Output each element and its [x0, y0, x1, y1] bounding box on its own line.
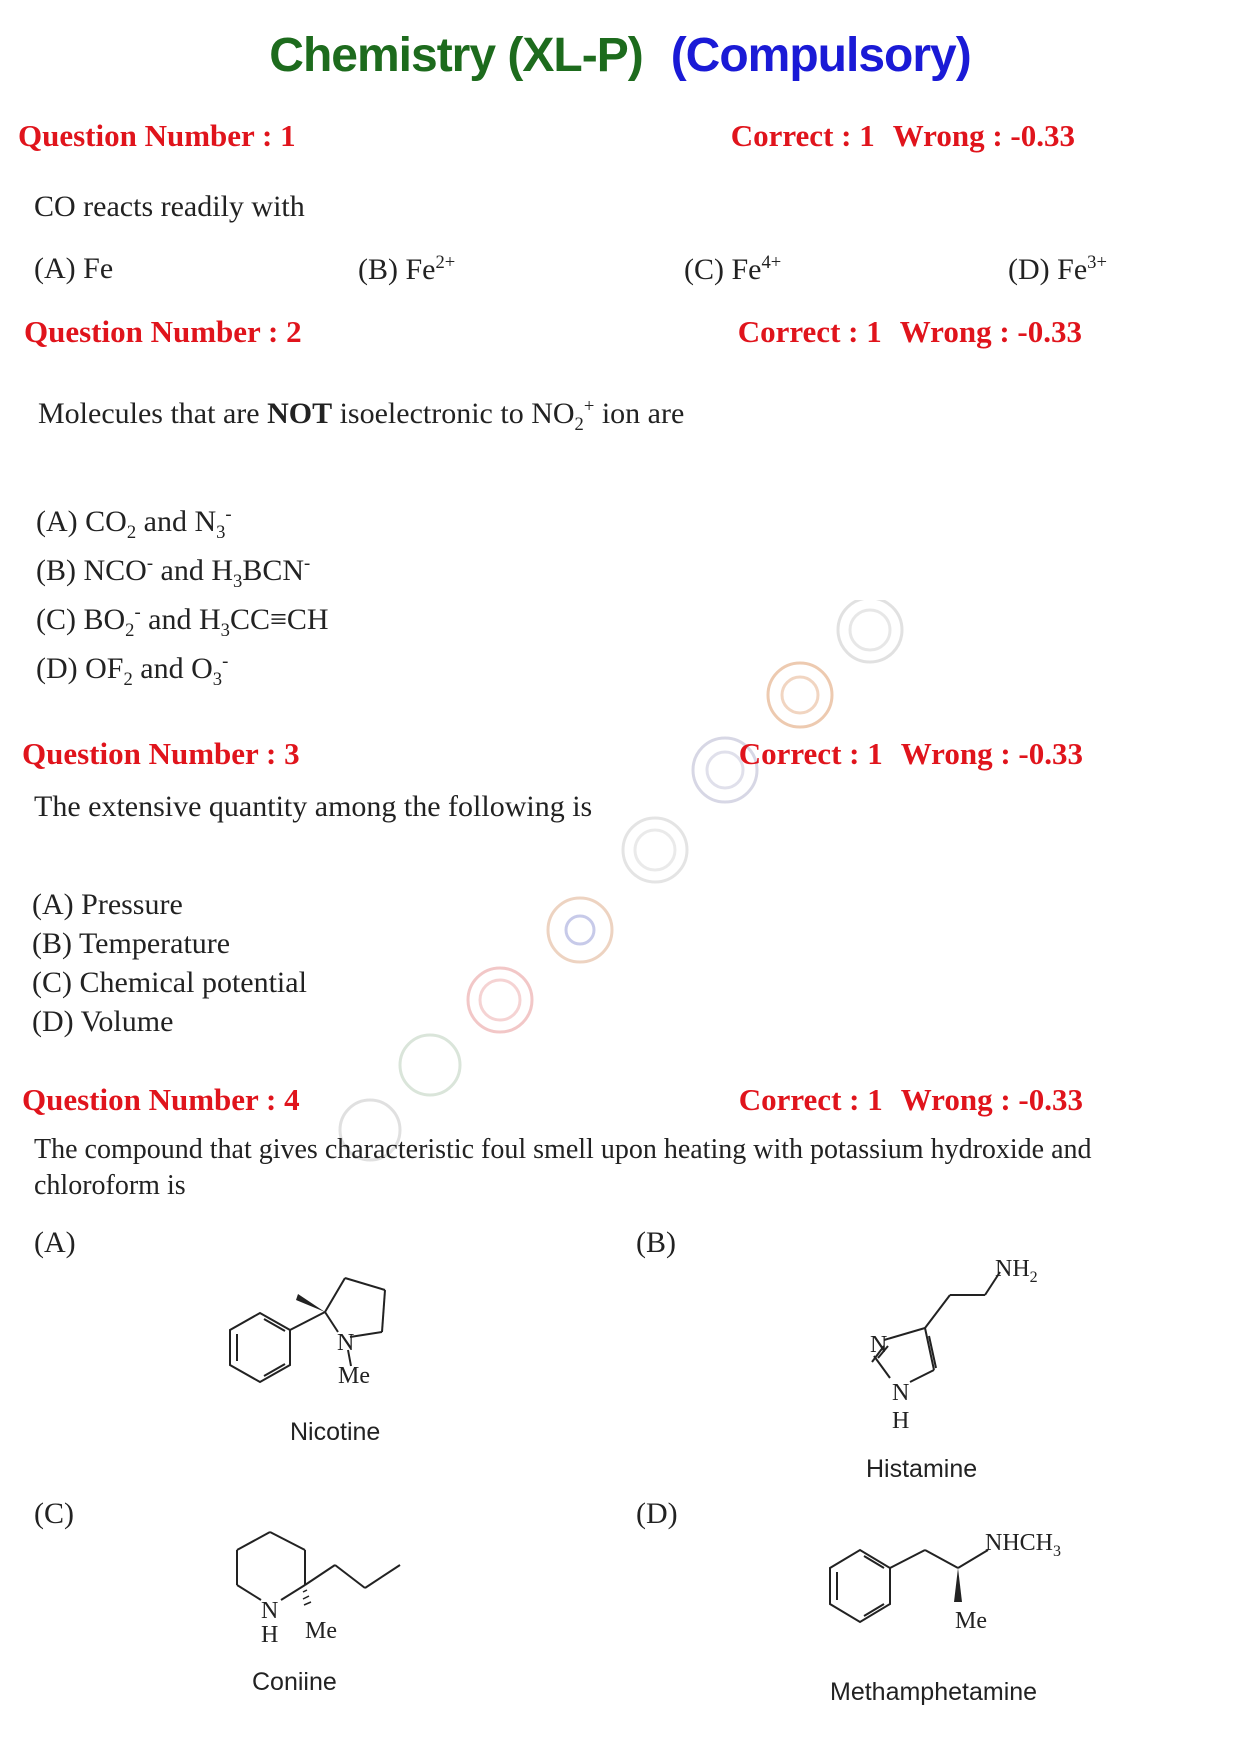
svg-text:H: H [261, 1622, 279, 1648]
svg-text:Me: Me [955, 1608, 987, 1634]
question-4-label: Question Number : 4 [22, 1082, 300, 1117]
svg-text:Me: Me [338, 1363, 370, 1389]
svg-text:N: N [870, 1332, 888, 1358]
correct-marks: Correct : 1 [737, 314, 882, 349]
q3-option-d: (D) Volume [32, 1005, 174, 1038]
svg-text:NHCH3: $NHCH_3$ [985, 1530, 1062, 1560]
q2-option-b: (B) NCO- and $H_3BCN^-$ [36, 553, 311, 592]
wrong-marks: Wrong : -0.33 [900, 1082, 1083, 1117]
coniine-label: Coniine [252, 1668, 337, 1696]
svg-text:N: N [892, 1380, 910, 1406]
q3-option-c: (C) Chemical potential [32, 966, 307, 999]
title-subject: Chemistry (XL-P) [269, 29, 643, 82]
q1-option-b: (B) $Fe^{2+}$ [358, 252, 456, 286]
svg-text:N: N [261, 1598, 279, 1624]
q1-option-c: (C) $Fe^{4+}$ [684, 252, 782, 286]
q1-option-a: (A) Fe [34, 252, 114, 285]
correct-marks: Correct : 1 [738, 736, 883, 771]
question-4-marks [739, 1082, 1083, 1118]
q4-option-b-letter: (B) [636, 1226, 676, 1259]
correct-marks: Correct : 1 [738, 1082, 883, 1117]
svg-text:NH2: $NH_2$ [995, 1256, 1038, 1286]
question-1-text: CO reacts readily with [34, 190, 305, 223]
wrong-marks: Wrong : -0.33 [900, 736, 1083, 771]
page-title [0, 28, 1240, 83]
q3-option-b: (B) Temperature [32, 927, 231, 960]
methamphetamine-structure [820, 1520, 1100, 1650]
svg-text:H: H [892, 1408, 910, 1434]
nicotine-structure [220, 1250, 420, 1400]
title-compulsory: (Compulsory) [670, 29, 971, 82]
coniine-structure [225, 1520, 425, 1660]
wrong-marks: Wrong : -0.33 [899, 314, 1082, 349]
methamphetamine-label: Methamphetamine [830, 1678, 1038, 1706]
question-1-label: Question Number : 1 [18, 118, 296, 153]
q4-option-c-letter: (C) [34, 1497, 74, 1530]
q4-option-d-letter: (D) [636, 1497, 678, 1530]
question-1-marks [731, 118, 1075, 154]
q4-option-a-letter: (A) [34, 1226, 76, 1259]
q1-option-d: (D) $Fe^{3+}$ [1008, 252, 1107, 286]
question-2-label: Question Number : 2 [24, 314, 302, 349]
question-3-label: Question Number : 3 [22, 736, 300, 771]
q2-option-d: (D) $OF_2$ and $O_3^-$ [36, 651, 229, 690]
question-4-text-line1: The compound that gives characteristic foul smell upon heating with potassium hydroxide and [34, 1134, 1092, 1165]
svg-text:N: N [337, 1330, 355, 1356]
question-3-marks [739, 736, 1083, 772]
histamine-structure [850, 1250, 1060, 1440]
q2-option-c: (C) $BO_2^-$ and $H_3CC\equiv CH$ [36, 602, 329, 641]
nicotine-label: Nicotine [290, 1418, 381, 1446]
correct-marks: Correct : 1 [730, 118, 875, 153]
question-2-text: Molecules that are NOT isoelectronic to $NO_2^+$ ion are [38, 396, 685, 435]
question-4-text-line2: chloroform is [34, 1170, 186, 1201]
question-2-marks [738, 314, 1082, 350]
svg-text:Me: Me [305, 1618, 337, 1644]
q3-option-a: (A) Pressure [32, 888, 183, 921]
histamine-label: Histamine [866, 1455, 978, 1483]
q2-option-a: (A) $CO_2$ and $N_3^-$ [36, 504, 232, 543]
question-3-text: The extensive quantity among the following is [34, 790, 593, 823]
wrong-marks: Wrong : -0.33 [892, 118, 1075, 153]
